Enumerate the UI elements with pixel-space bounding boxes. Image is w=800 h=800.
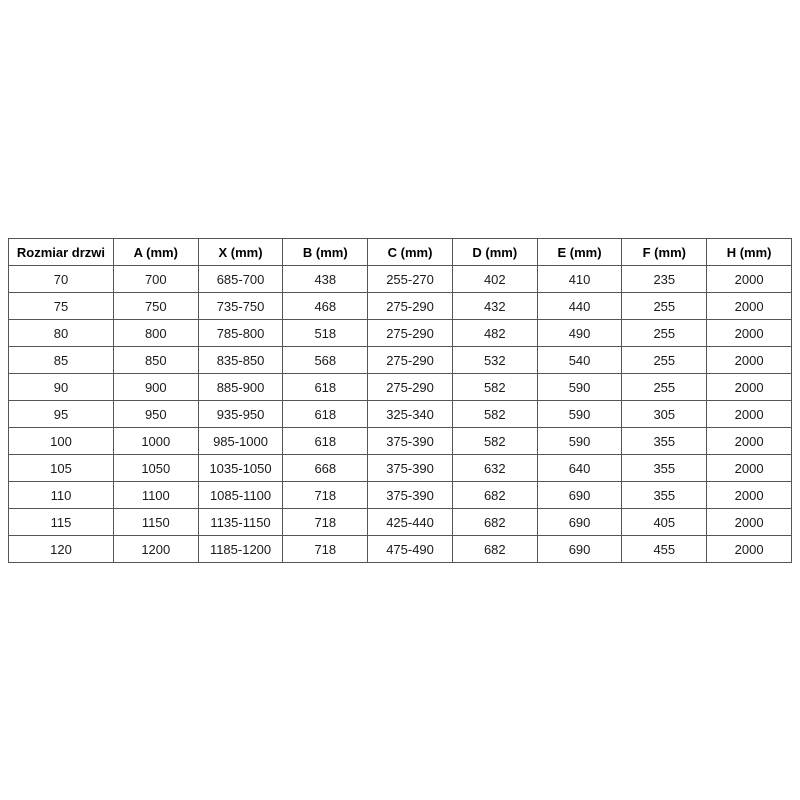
table-cell: 935-950 — [198, 401, 283, 428]
table-cell: 590 — [537, 428, 622, 455]
table-cell: 1035-1050 — [198, 455, 283, 482]
table-cell: 750 — [113, 293, 198, 320]
table-cell: 735-750 — [198, 293, 283, 320]
table-cell: 355 — [622, 428, 707, 455]
table-row-80 — [9, 320, 792, 347]
table-cell: 490 — [537, 320, 622, 347]
table-cell: 590 — [537, 374, 622, 401]
table-cell: 640 — [537, 455, 622, 482]
table-cell: 432 — [452, 293, 537, 320]
table-row-115 — [9, 509, 792, 536]
table-cell: 2000 — [707, 374, 792, 401]
table-cell: 618 — [283, 374, 368, 401]
table-cell: 275-290 — [368, 320, 453, 347]
table-cell: 255 — [622, 293, 707, 320]
table-cell: 582 — [452, 428, 537, 455]
table-cell: 800 — [113, 320, 198, 347]
table-cell: 375-390 — [368, 455, 453, 482]
table-cell: 110 — [9, 482, 114, 509]
table-cell: 618 — [283, 428, 368, 455]
table-cell: 255-270 — [368, 266, 453, 293]
table-cell: 2000 — [707, 428, 792, 455]
table-cell: 305 — [622, 401, 707, 428]
table-cell: 1200 — [113, 536, 198, 563]
table-cell: 590 — [537, 401, 622, 428]
table-cell: 2000 — [707, 509, 792, 536]
table-cell: 668 — [283, 455, 368, 482]
table-cell: 1150 — [113, 509, 198, 536]
table-row-75 — [9, 293, 792, 320]
table-cell: 355 — [622, 482, 707, 509]
table-cell: 100 — [9, 428, 114, 455]
table-cell: 255 — [622, 347, 707, 374]
table-cell: 632 — [452, 455, 537, 482]
table-cell: 90 — [9, 374, 114, 401]
table-cell: 105 — [9, 455, 114, 482]
table-cell: 1185-1200 — [198, 536, 283, 563]
table-cell: 95 — [9, 401, 114, 428]
table-cell: 2000 — [707, 293, 792, 320]
table-cell: 540 — [537, 347, 622, 374]
table-cell: 275-290 — [368, 374, 453, 401]
table-cell: 985-1000 — [198, 428, 283, 455]
table-cell: 682 — [452, 482, 537, 509]
table-cell: 375-390 — [368, 428, 453, 455]
column-header-rozmiar-drzwi: Rozmiar drzwi — [9, 239, 114, 266]
table-cell: 235 — [622, 266, 707, 293]
table-cell: 690 — [537, 509, 622, 536]
table-cell: 120 — [9, 536, 114, 563]
dimensions-table — [8, 238, 792, 563]
table-cell: 115 — [9, 509, 114, 536]
column-header-b: B (mm) — [283, 239, 368, 266]
table-cell: 255 — [622, 320, 707, 347]
table-row-85 — [9, 347, 792, 374]
table-cell: 70 — [9, 266, 114, 293]
column-header-e: E (mm) — [537, 239, 622, 266]
table-row-105 — [9, 455, 792, 482]
table-cell: 850 — [113, 347, 198, 374]
table-cell: 475-490 — [368, 536, 453, 563]
table-cell: 482 — [452, 320, 537, 347]
table-cell: 618 — [283, 401, 368, 428]
table-cell: 85 — [9, 347, 114, 374]
table-cell: 685-700 — [198, 266, 283, 293]
table-row-100 — [9, 428, 792, 455]
table-row-70 — [9, 266, 792, 293]
table-cell: 718 — [283, 536, 368, 563]
column-header-x: X (mm) — [198, 239, 283, 266]
table-cell: 2000 — [707, 482, 792, 509]
table-cell: 582 — [452, 374, 537, 401]
table-cell: 835-850 — [198, 347, 283, 374]
table-cell: 2000 — [707, 266, 792, 293]
table-row-120 — [9, 536, 792, 563]
table-cell: 900 — [113, 374, 198, 401]
table-cell: 255 — [622, 374, 707, 401]
table-cell: 410 — [537, 266, 622, 293]
table-cell: 80 — [9, 320, 114, 347]
table-row-95 — [9, 401, 792, 428]
table-cell: 1000 — [113, 428, 198, 455]
table-row-90 — [9, 374, 792, 401]
table-cell: 355 — [622, 455, 707, 482]
table-cell: 375-390 — [368, 482, 453, 509]
column-header-c: C (mm) — [368, 239, 453, 266]
table-cell: 718 — [283, 482, 368, 509]
table-cell: 582 — [452, 401, 537, 428]
table-cell: 1085-1100 — [198, 482, 283, 509]
table-cell: 2000 — [707, 536, 792, 563]
table-cell: 455 — [622, 536, 707, 563]
table-cell: 690 — [537, 536, 622, 563]
column-header-a: A (mm) — [113, 239, 198, 266]
table-cell: 885-900 — [198, 374, 283, 401]
table-cell: 518 — [283, 320, 368, 347]
table-cell: 75 — [9, 293, 114, 320]
table-cell: 568 — [283, 347, 368, 374]
table-row-110 — [9, 482, 792, 509]
table-cell: 532 — [452, 347, 537, 374]
table-cell: 468 — [283, 293, 368, 320]
table-cell: 1135-1150 — [198, 509, 283, 536]
table-cell: 682 — [452, 509, 537, 536]
table-cell: 718 — [283, 509, 368, 536]
table-cell: 682 — [452, 536, 537, 563]
table-cell: 275-290 — [368, 293, 453, 320]
table-cell: 700 — [113, 266, 198, 293]
column-header-h: H (mm) — [707, 239, 792, 266]
table-cell: 2000 — [707, 347, 792, 374]
table-cell: 690 — [537, 482, 622, 509]
table-cell: 275-290 — [368, 347, 453, 374]
table-cell: 950 — [113, 401, 198, 428]
dimensions-table-container — [8, 238, 792, 563]
table-cell: 2000 — [707, 401, 792, 428]
table-cell: 2000 — [707, 320, 792, 347]
table-cell: 425-440 — [368, 509, 453, 536]
table-cell: 325-340 — [368, 401, 453, 428]
table-cell: 402 — [452, 266, 537, 293]
table-cell: 1100 — [113, 482, 198, 509]
column-header-d: D (mm) — [452, 239, 537, 266]
column-header-f: F (mm) — [622, 239, 707, 266]
table-cell: 1050 — [113, 455, 198, 482]
table-cell: 785-800 — [198, 320, 283, 347]
table-cell: 405 — [622, 509, 707, 536]
table-cell: 440 — [537, 293, 622, 320]
table-cell: 438 — [283, 266, 368, 293]
header-row — [9, 239, 792, 266]
table-cell: 2000 — [707, 455, 792, 482]
